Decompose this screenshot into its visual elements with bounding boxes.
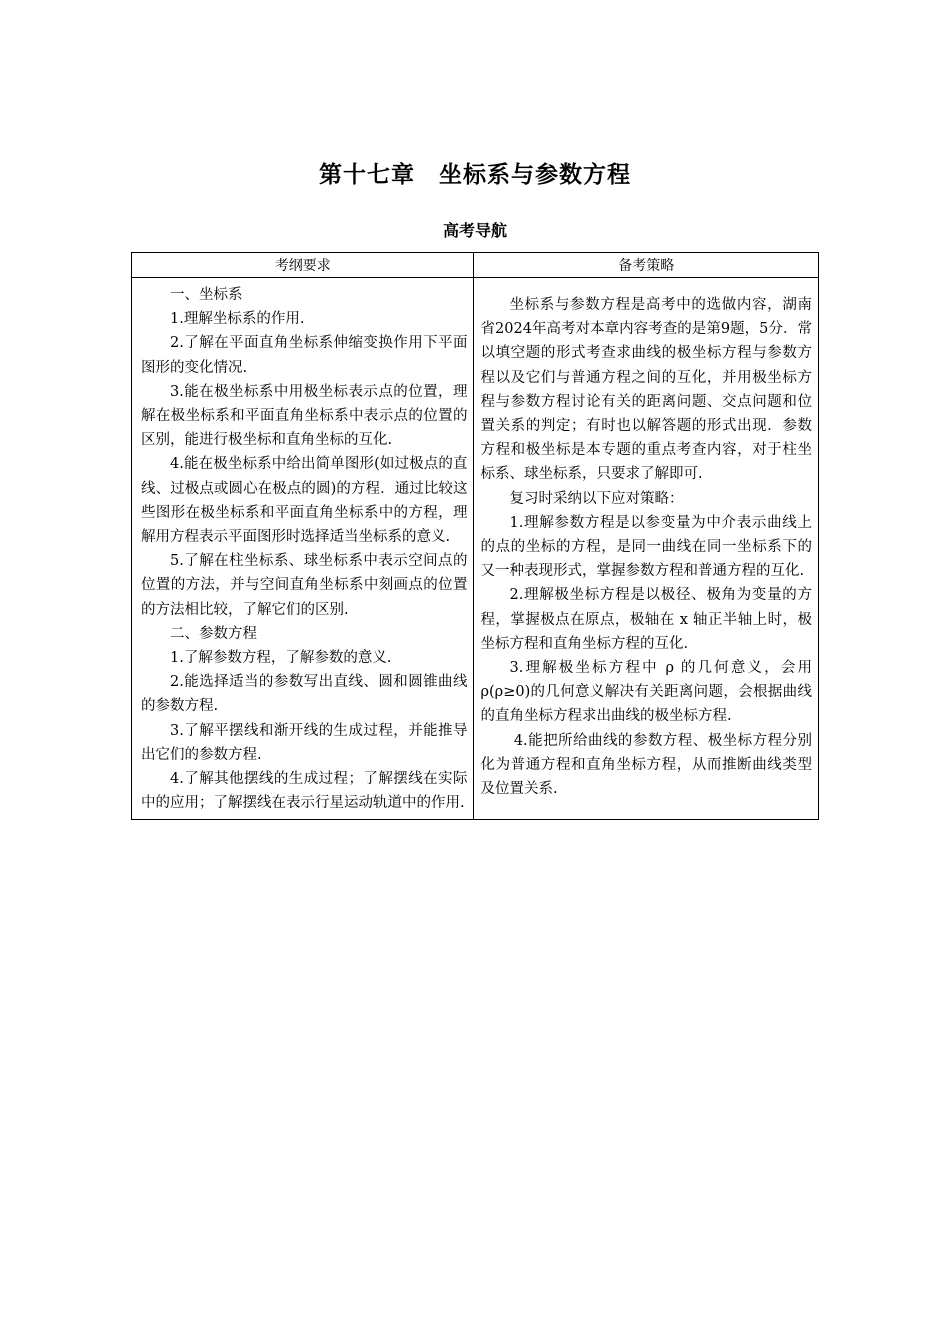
strategy-overview: 坐标系与参数方程是高考中的选做内容，湖南省2024年高考对本章内容考查的是第9题，5分．常以填空题的形式考查求曲线的极坐标方程与参数方程以及它们与普通方程之间的互化，并用极坐标方程与参数方程讨论有关的距离问题、交点问题和位置关系的判定；有时也以解答题的形式出现．参数方程和极坐标是本专题的重点考查内容，对于柱坐标系、球坐标系，只要求了解即可.	[480, 297, 812, 483]
requirement-item: 4.能在极坐标系中给出简单图形(如过极点的直线、过极点或圆心在极点的圆)的方程．通过比较这些图形在极坐标系和平面直角坐标系中的方程，理解用方程表示平面图形时选择适当坐标系的意义.	[141, 456, 468, 546]
requirement-item: 3.能在极坐标系中用极坐标表示点的位置，理解在极坐标系和平面直角坐标系中表示点的位置的区别，能进行极坐标和直角坐标的互化.	[141, 383, 468, 449]
strategy-item: 1.理解参数方程是以参变量为中介表示曲线上的点的坐标的方程，是同一曲线在同一坐标系下的又一种表现形式，掌握参数方程和普通方程的互化.	[480, 514, 812, 580]
requirement-item: 1.理解坐标系的作用.	[170, 311, 305, 328]
strategy-intro: 复习时采纳以下应对策略：	[509, 490, 684, 507]
chapter-title: 第十七章 坐标系与参数方程	[319, 162, 631, 188]
requirement-item: 2.能选择适当的参数写出直线、圆和圆锥曲线的参数方程.	[141, 674, 468, 715]
header-syllabus-requirements: 考纲要求	[132, 253, 474, 278]
requirement-item: 1.了解参数方程，了解参数的意义.	[170, 650, 392, 667]
section-title: 高考导航	[442, 221, 507, 240]
strategy-item: 4.能把所给曲线的参数方程、极坐标方程分别化为普通方程和直角坐标方程，从而推断曲线类型及位置关系.	[480, 732, 812, 798]
strategy-item: 2.理解极坐标方程是以极径、极角为变量的方程，掌握极点在原点，极轴在 x 轴正半轴上时，极坐标方程和直角坐标方程的互化.	[480, 587, 812, 652]
strategy-item: 3.理解极坐标方程中 ρ 的几何意义，会用ρ(ρ≥0)的几何意义解决有关距离问题，会根据曲线的直角坐标方程求出曲线的极坐标方程.	[480, 660, 812, 725]
requirement-item: 4.了解其他摆线的生成过程；了解摆线在实际中的应用；了解摆线在表示行星运动轨道中的作用.	[141, 771, 468, 812]
syllabus-requirements-cell	[132, 278, 474, 820]
table-header-row	[132, 253, 819, 278]
requirement-heading-coordinates: 一、坐标系	[170, 287, 243, 303]
requirement-item: 2.了解在平面直角坐标系伸缩变换作用下平面图形的变化情况.	[141, 335, 468, 376]
requirement-item: 5.了解在柱坐标系、球坐标系中表示空间点的位置的方法，并与空间直角坐标系中刻画点的位置的方法相比较，了解它们的区别.	[141, 553, 468, 618]
requirement-heading-parametric: 二、参数方程	[170, 625, 257, 642]
exam-guide-table	[131, 252, 819, 820]
preparation-strategy-cell	[474, 278, 819, 820]
requirement-item: 3.了解平摆线和渐开线的生成过程，并能推导出它们的参数方程.	[141, 722, 468, 763]
table-body-row	[132, 278, 819, 820]
header-preparation-strategy: 备考策略	[474, 253, 819, 278]
